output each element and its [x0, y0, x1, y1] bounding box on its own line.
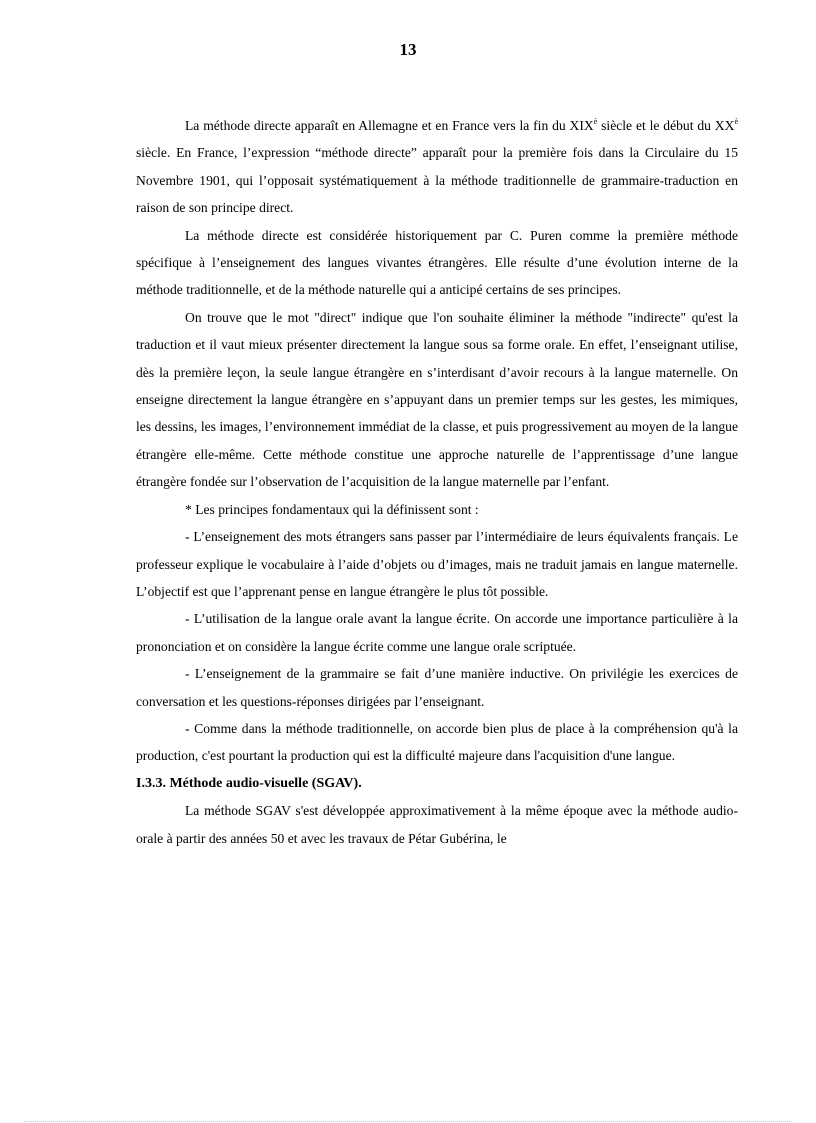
superscript: è: [734, 117, 738, 126]
paragraph-direct-method-origin: [136, 112, 738, 222]
superscript: è: [593, 117, 598, 126]
paragraph-principle-grammar: - L’enseignement de la grammaire se fait d’une manière inductive. On privilégie les exercices de conversation et les questions-réponses dirigées par l’enseignant.: [136, 666, 738, 709]
paragraph-principle-oral: - L’utilisation de la langue orale avant la langue écrite. On accorde une importance particulière à la prononciation et on considère la langue écrite comme une langue orale scriptuée.: [136, 611, 738, 654]
paragraph-sgav: La méthode SGAV s'est développée approximativement à la même époque avec la méthode audio-orale à partir des années 50 et avec les travaux de Pétar Gubérina, le: [136, 803, 738, 846]
paragraph-text: siècle. En France, l’expression “méthode directe” apparaît pour la première fois dans la Circulaire du 15 Novembre 1901, qui l’opposait systématiquement à la méthode traditionnelle de grammaire-traduction en raison de son principe direct.: [136, 145, 738, 216]
paragraph-text: siècle et le début du XX: [597, 118, 735, 133]
body-text: [136, 112, 738, 852]
paragraph-principle-comprehension: - Comme dans la méthode traditionnelle, on accorde bien plus de place à la compréhension qu'à la production, c'est pourtant la production qui est la difficulté majeure dans l'acquisition d'une langue.: [136, 720, 738, 764]
page-bottom-divider: [24, 1121, 792, 1122]
paragraph-principle-vocabulary: - L’enseignement des mots étrangers sans passer par l’intermédiaire de leurs équivalents français. Le professeur explique le vocabulaire à l’aide d’objets ou d’images, mais ne traduit jamais en langue maternelle. L’objectif est que l’apprenant pense en langue étrangère le plus tôt possible.: [136, 529, 738, 599]
section-heading: I.3.3. Méthode audio-visuelle (SGAV).: [136, 775, 362, 791]
paragraph-puren: La méthode directe est considérée historiquement par C. Puren comme la première méthode spécifique à l’enseignement des langues vivantes étrangères. Elle résulte d’une évolution interne de la méthode traditionnelle, et de la méthode naturelle qui a anticipé certains de ses principes.: [136, 227, 738, 298]
page-number: 13: [399, 40, 417, 59]
paragraph-principles-intro: * Les principes fondamentaux qui la définissent sont :: [185, 501, 479, 517]
paragraph-direct-word: On trouve que le mot "direct" indique que l'on souhaite éliminer la méthode "indirecte" qu'est la traduction et il vaut mieux présenter directement la langue sous sa forme orale. En effet, l’enseignant utilise, dès la première leçon, la seule langue étrangère en s’interdisant d’avoir recours à la langue maternelle. On enseigne directement la langue étrangère en s’appuyant dans un premier temps sur les gestes, les mimiques, les dessins, les images, l’environnement immédiat de la classe, et puis progressivement au moyen de la langue étrangère elle-même. Cette méthode constitue une approche naturelle de l’apprentissage d’une langue étrangère fondée sur l’observation de l’acquisition de la langue maternelle par l’enfant.: [136, 309, 738, 490]
paragraph-text: La méthode directe apparaît en Allemagne et en France vers la fin du XIX: [185, 118, 594, 133]
